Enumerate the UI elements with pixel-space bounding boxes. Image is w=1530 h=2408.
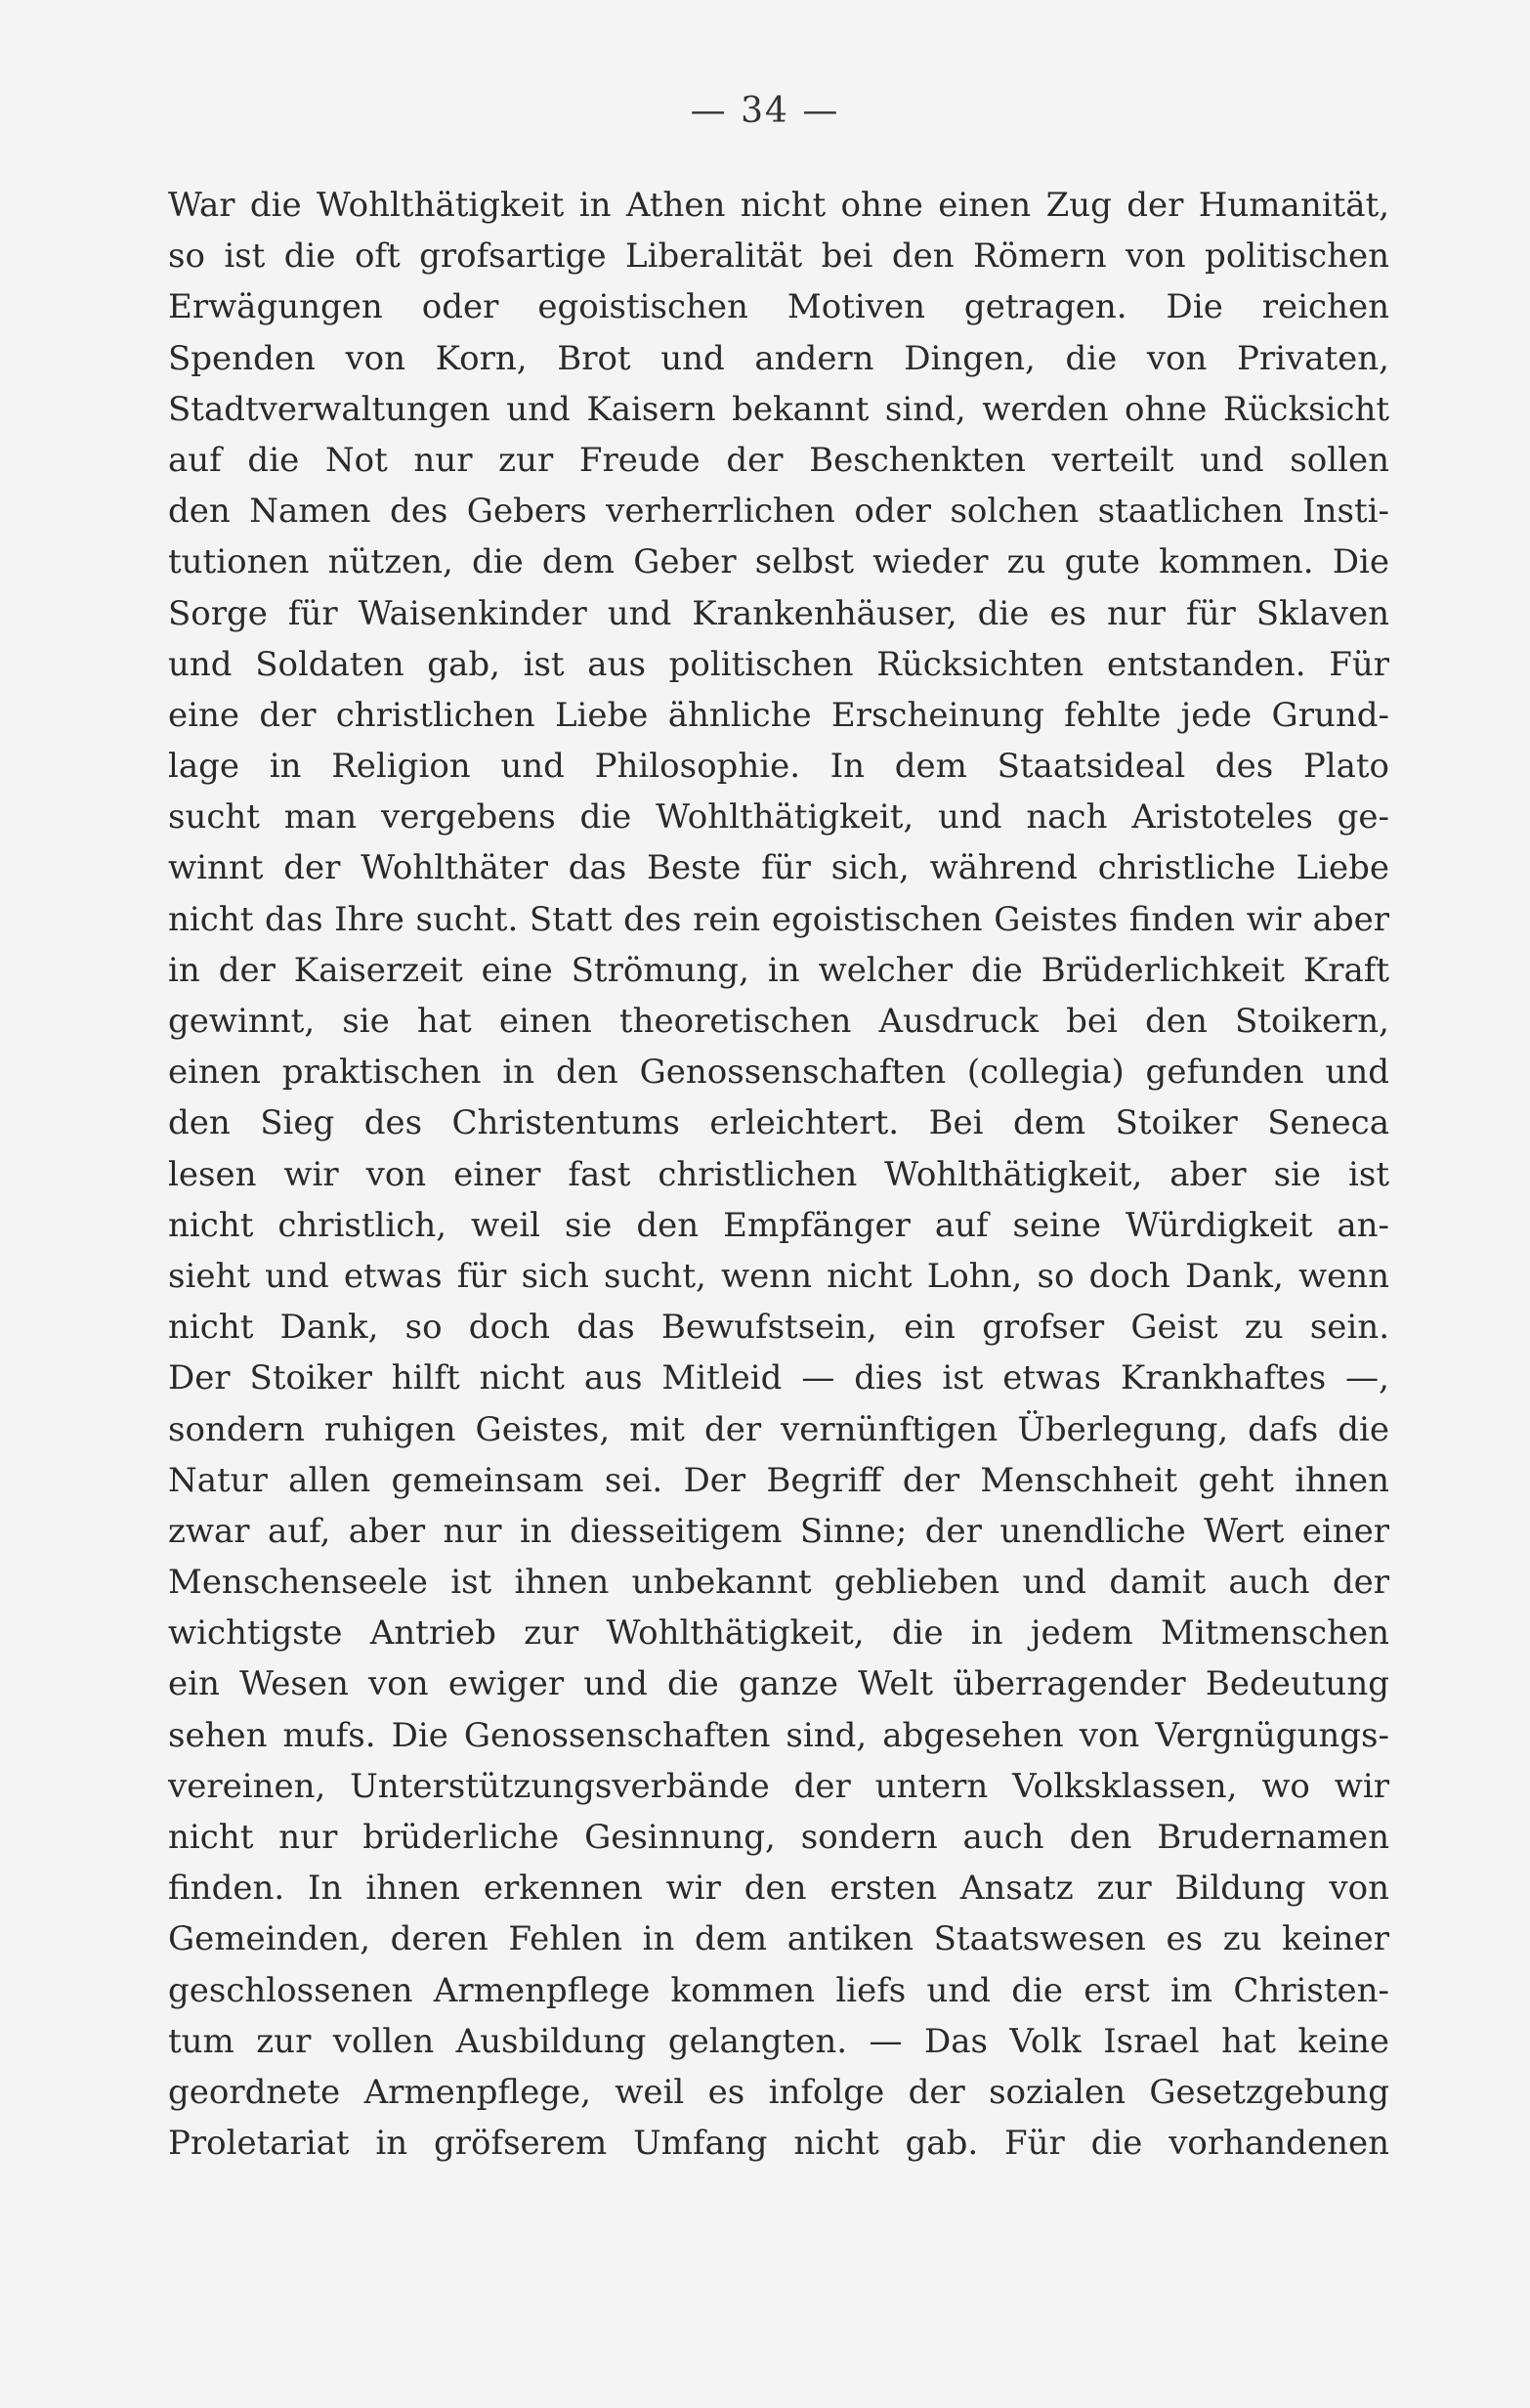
text-line: Sorge für Waisenkinder und Krankenhäuser, die es nur für Sklaven — [168, 593, 1389, 633]
text-line: sieht und etwas für sich sucht, wenn nicht Lohn, so doch Dank, wenn — [168, 1256, 1389, 1296]
text-line: lesen wir von einer fast christlichen Wohlthätigkeit, aber sie ist — [168, 1154, 1389, 1194]
text-line: winnt der Wohlthäter das Beste für sich, während christliche Liebe — [168, 848, 1389, 888]
text-line: Erwägungen oder egoistischen Motiven getragen. Die reichen — [168, 287, 1389, 327]
text-line: Proletariat in gröfserem Umfang nicht gab. Für die vorhandenen — [168, 2124, 1389, 2164]
text-line: nicht nur brüderliche Gesinnung, sondern auch den Brudernamen — [168, 1818, 1389, 1857]
text-line: zwar auf, aber nur in diesseitigem Sinne; der unendliche Wert einer — [168, 1511, 1389, 1551]
text-line: Menschenseele ist ihnen unbekannt geblieben und damit auch der — [168, 1563, 1389, 1603]
text-line: den Namen des Gebers verherrlichen oder solchen staatlichen Insti- — [168, 492, 1389, 532]
text-line: War die Wohlthätigkeit in Athen nicht ohne einen Zug der Humanität, — [168, 186, 1389, 225]
text-line: Stadtverwaltungen und Kaisern bekannt sind, werden ohne Rücksicht — [168, 389, 1389, 429]
text-line: Spenden von Korn, Brot und andern Dingen, die von Privaten, — [168, 338, 1389, 378]
body-text — [168, 180, 1389, 2169]
text-line: eine der christlichen Liebe ähnliche Erscheinung fehlte jede Grund- — [168, 695, 1389, 735]
text-line: wichtigste Antrieb zur Wohlthätigkeit, die in jedem Mitmenschen — [168, 1613, 1389, 1654]
text-line: nicht Dank, so doch das Bewufstsein, ein grofser Geist zu sein. — [168, 1308, 1389, 1348]
text-line: sucht man vergebens die Wohlthätigkeit, und nach Aristoteles ge- — [168, 797, 1389, 838]
text-line: ein Wesen von ewiger und die ganze Welt überragender Bedeutung — [168, 1664, 1389, 1704]
text-line: sondern ruhigen Geistes, mit der vernünftigen Überlegung, dafs die — [168, 1409, 1389, 1449]
text-line: geordnete Armenpflege, weil es infolge der sozialen Gesetzgebung — [168, 2072, 1389, 2112]
text-line: vereinen, Unterstützungsverbände der untern Volksklassen, wo wir — [168, 1766, 1389, 1806]
text-line: geschlossenen Armenpflege kommen liefs und die erst im Christen- — [168, 1970, 1389, 2010]
text-line: Natur allen gemeinsam sei. Der Begriff der Menschheit geht ihnen — [168, 1460, 1389, 1500]
text-line: Gemeinden, deren Fehlen in dem antiken Staatswesen es zu keiner — [168, 1919, 1389, 1959]
text-line: tutionen nützen, die dem Geber selbst wieder zu gute kommen. Die — [168, 542, 1389, 582]
text-line: lage in Religion und Philosophie. In dem Staatsideal des Plato — [168, 747, 1389, 787]
text-line: so ist die oft grofsartige Liberalität bei den Römern von politischen — [168, 236, 1389, 277]
text-line: auf die Not nur zur Freude der Beschenkten verteilt und sollen — [168, 440, 1389, 480]
page-number: — 34 — — [690, 91, 840, 131]
text-line: und Soldaten gab, ist aus politischen Rücksichten entstanden. Für — [168, 644, 1389, 684]
text-line: Der Stoiker hilft nicht aus Mitleid — dies ist etwas Krankhaftes —, — [168, 1358, 1389, 1398]
text-line: sehen mufs. Die Genossenschaften sind, abgesehen von Vergnügungs- — [168, 1715, 1389, 1755]
text-line: finden. In ihnen erkennen wir den ersten Ansatz zur Bildung von — [168, 1869, 1389, 1909]
text-line: nicht das Ihre sucht. Statt des rein egoistischen Geistes finden wir aber — [168, 899, 1389, 939]
text-line: nicht christlich, weil sie den Empfänger auf seine Würdigkeit an- — [168, 1205, 1389, 1245]
text-line: gewinnt, sie hat einen theoretischen Ausdruck bei den Stoikern, — [168, 1002, 1389, 1041]
text-line: den Sieg des Christentums erleichtert. Bei dem Stoiker Seneca — [168, 1103, 1389, 1143]
text-line: einen praktischen in den Genossenschaften (collegia) gefunden und — [168, 1053, 1389, 1093]
text-line: tum zur vollen Ausbildung gelangten. — Das Volk Israel hat keine — [168, 2021, 1389, 2061]
text-line: in der Kaiserzeit eine Strömung, in welcher die Brüderlichkeit Kraft — [168, 950, 1389, 990]
